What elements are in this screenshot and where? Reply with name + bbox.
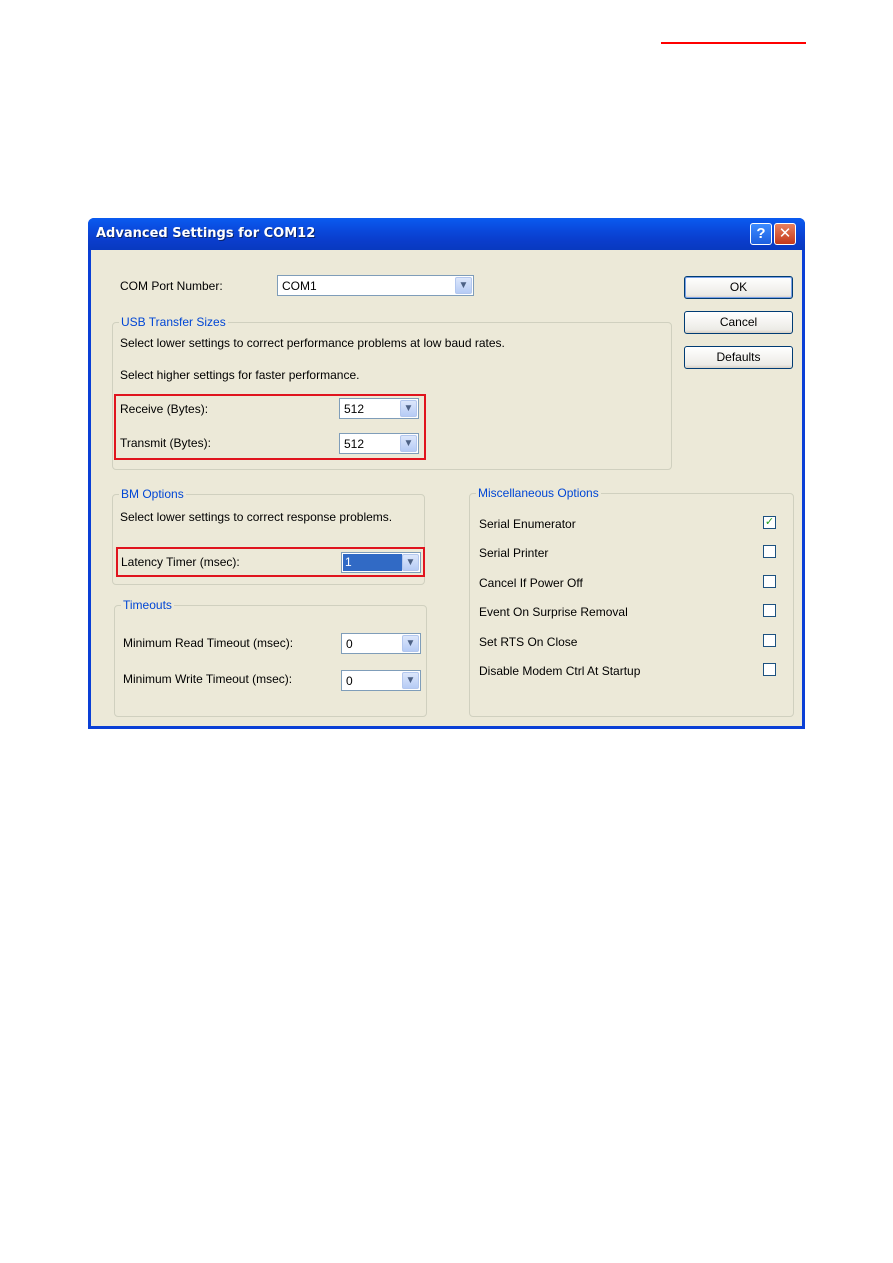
usb-desc-lower: Select lower settings to correct performance problems at low baud rates.: [120, 336, 505, 350]
close-icon[interactable]: ✕: [774, 223, 796, 245]
chevron-down-icon[interactable]: ▼: [400, 400, 417, 417]
receive-label: Receive (Bytes):: [120, 402, 209, 416]
misc-option-label: Serial Printer: [479, 546, 549, 560]
serial-enumerator-checkbox[interactable]: [763, 516, 776, 529]
bm-group-title: BM Options: [121, 487, 184, 501]
chevron-down-icon[interactable]: ▼: [402, 672, 419, 689]
misc-option-label: Cancel If Power Off: [479, 576, 583, 590]
timeouts-group: [114, 598, 427, 717]
misc-option-label: Event On Surprise Removal: [479, 605, 628, 619]
title-bar[interactable]: [88, 218, 805, 250]
misc-option-label: Serial Enumerator: [479, 517, 576, 531]
ok-button[interactable]: OK: [684, 276, 793, 299]
com-port-label: COM Port Number:: [120, 279, 223, 293]
usb-group-title: USB Transfer Sizes: [121, 315, 226, 329]
transmit-label: Transmit (Bytes):: [120, 436, 211, 450]
chevron-down-icon[interactable]: ▼: [400, 435, 417, 452]
receive-value: 512: [344, 402, 365, 416]
chevron-down-icon[interactable]: ▼: [402, 554, 419, 571]
chevron-down-icon[interactable]: ▼: [455, 277, 472, 294]
serial-printer-checkbox[interactable]: [763, 545, 776, 558]
header-rule: [661, 42, 806, 44]
chevron-down-icon[interactable]: ▼: [402, 635, 419, 652]
misc-group-title: Miscellaneous Options: [478, 486, 599, 500]
read-timeout-select[interactable]: [341, 633, 421, 654]
check-icon: ✓: [764, 516, 775, 528]
cancel-if-power-off-checkbox[interactable]: [763, 575, 776, 588]
disable-modem-ctrl-checkbox[interactable]: [763, 663, 776, 676]
set-rts-on-close-checkbox[interactable]: [763, 634, 776, 647]
latency-label: Latency Timer (msec):: [121, 555, 240, 569]
misc-option-label: Set RTS On Close: [479, 635, 578, 649]
latency-value: 1: [343, 554, 402, 571]
defaults-button[interactable]: Defaults: [684, 346, 793, 369]
dialog-title: Advanced Settings for COM12: [96, 226, 316, 241]
transmit-select[interactable]: [339, 433, 419, 454]
event-on-surprise-removal-checkbox[interactable]: [763, 604, 776, 617]
timeouts-group-title: Timeouts: [123, 598, 172, 612]
write-timeout-label: Minimum Write Timeout (msec):: [123, 672, 293, 686]
dialog-client-area: [91, 250, 802, 726]
help-icon[interactable]: ?: [750, 223, 772, 245]
write-timeout-select[interactable]: [341, 670, 421, 691]
misc-option-label: Disable Modem Ctrl At Startup: [479, 664, 641, 678]
read-timeout-label: Minimum Read Timeout (msec):: [123, 636, 294, 650]
com-port-select[interactable]: [277, 275, 474, 296]
advanced-settings-dialog: [88, 218, 805, 729]
receive-select[interactable]: [339, 398, 419, 419]
cancel-button[interactable]: Cancel: [684, 311, 793, 334]
write-timeout-value: 0: [346, 674, 353, 688]
bm-desc: Select lower settings to correct response problems.: [120, 510, 393, 524]
read-timeout-value: 0: [346, 637, 353, 651]
com-port-value: COM1: [282, 279, 317, 293]
usb-desc-higher: Select higher settings for faster performance.: [120, 368, 360, 382]
latency-select[interactable]: [341, 552, 421, 573]
transmit-value: 512: [344, 437, 365, 451]
